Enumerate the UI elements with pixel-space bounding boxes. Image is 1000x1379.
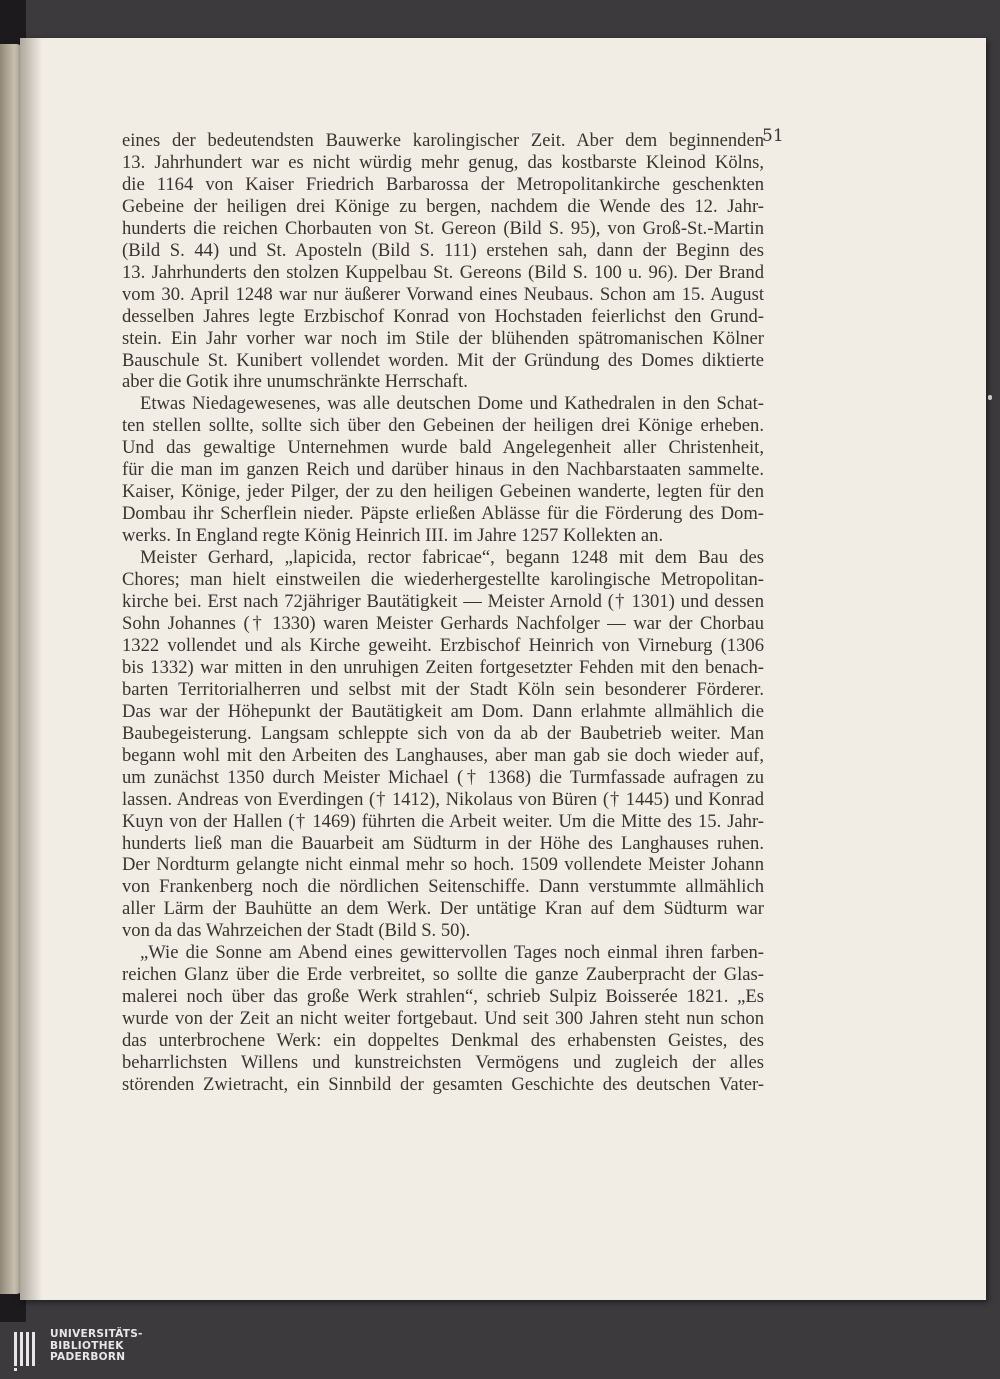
text-line: wurde von der Zeit an nicht weiter fortgebaut. Und seit 300 Jahren steht nun schon — [122, 1008, 764, 1030]
text-line: aber die Gotik ihre unumschränkte Herrschaft. — [122, 371, 468, 393]
text-line: desselben Jahres legte Erzbischof Konrad von Hochstaden feierlichst den Grund- — [122, 305, 764, 327]
text-line: Das war der Höhepunkt der Bautätigkeit am Dom. Dann erlahmte allmählich die — [122, 700, 764, 722]
text-line: 13. Jahrhundert war es nicht würdig mehr genug, das kostbarste Kleinod Kölns, — [122, 151, 764, 173]
text-line: Etwas Niedagewesenes, was alle deutschen Dome und Kathedralen in den Schat- — [140, 393, 764, 415]
text-line: bis 1332) war mitten in den unruhigen Zeiten fortgesetzter Fehden mit den benach- — [122, 656, 764, 678]
text-line: Kuyn von der Hallen († 1469) führten die Arbeit weiter. Um die Mitte des 15. Jahr- — [122, 810, 764, 832]
text-line: beharrlichsten Willens und kunstreichsten Vermögens und zugleich der alles — [122, 1052, 764, 1074]
text-line: ten stellen sollte, sollte sich über den Gebeinen der heiligen drei Könige erheben. — [122, 415, 764, 437]
logo-line: PADERBORN — [50, 1351, 126, 1363]
text-line: begann wohl mit den Arbeiten des Langhauses, aber man gab sie doch wieder auf, — [122, 744, 764, 766]
text-line: Bauschule St. Kunibert vollendet worden. Mit der Gründung des Domes diktierte — [122, 349, 764, 371]
text-line: das unterbrochene Werk: ein doppeltes Denkmal des erhabensten Geistes, des — [122, 1030, 764, 1052]
library-logo-text — [50, 1329, 143, 1364]
logo-line: BIBLIOTHEK — [50, 1339, 124, 1352]
text-line: um zunächst 1350 durch Meister Michael († 1368) die Turmfassade aufragen zu — [122, 766, 764, 788]
text-line: Kaiser, Könige, jeder Pilger, der zu den heiligen Gebeinen wanderte, legten für den — [122, 481, 764, 503]
text-line: für die man im ganzen Reich und darüber hinaus in den Nachbarstaaten sammelte. — [122, 459, 764, 481]
text-line: Sohn Johannes († 1330) waren Meister Gerhards Nachfolger — war der Chorbau — [122, 612, 764, 634]
text-line: von da das Wahrzeichen der Stadt (Bild S. 50). — [122, 920, 471, 942]
text-line: von Frankenberg noch die nördlichen Seitenschiffe. Dann verstummte allmählich — [122, 876, 764, 898]
text-line: kirche bei. Erst nach 72jähriger Bautätigkeit — Meister Arnold († 1301) und dessen — [122, 591, 764, 613]
text-line: malerei noch über das große Werk strahlen“, schrieb Sulpiz Boisserée 1821. „Es — [122, 986, 764, 1008]
text-line: Gebeine der heiligen drei Könige zu bergen, nachdem die Wende des 12. Jahr- — [122, 195, 764, 217]
text-line: barten Territorialherren und selbst mit der Stadt Köln sein besonderer Förderer. — [122, 678, 764, 700]
text-line: aller Lärm der Bauhütte an dem Werk. Der untätige Kran auf dem Südturm war — [122, 898, 764, 920]
text-line: Und das gewaltige Unternehmen wurde bald Angelegenheit aller Christenheit, — [122, 437, 764, 459]
text-line: eines der bedeutendsten Bauwerke karolingischer Zeit. Aber dem beginnenden — [122, 130, 764, 151]
text-line: hunderts die reichen Chorbauten von St. Gereon (Bild S. 95), von Groß-St.-Martin — [122, 217, 764, 239]
text-line: hunderts ließ man die Bauarbeit am Südturm in der Höhe des Langhauses ruhen. — [122, 832, 764, 854]
body-text — [122, 130, 764, 1096]
text-line: Chores; man hielt einstweilen die wiederhergestellte karolingische Metropolitan- — [122, 569, 764, 591]
library-logo-icon — [12, 1328, 42, 1372]
text-line: Baubegeisterung. Langsam schleppte sich von da ab der Baubetrieb weiter. Man — [122, 722, 764, 744]
text-line: reichen Glanz über die Erde verbreitet, so sollte die ganze Zauberpracht der Glas- — [122, 964, 764, 986]
text-line: die 1164 von Kaiser Friedrich Barbarossa der Metropolitankirche geschenkten — [122, 173, 764, 195]
logo-line: UNIVERSITÄTS- — [50, 1328, 143, 1340]
text-line: störenden Zwietracht, ein Sinnbild der gesamten Geschichte des deutschen Vater- — [122, 1073, 764, 1095]
text-line: Dombau ihr Scherflein nieder. Päpste erließen Ablässe für die Förderung des Dom- — [122, 503, 764, 525]
text-line: „Wie die Sonne am Abend eines gewittervollen Tages noch einmal ihren farben- — [140, 942, 764, 964]
text-line: Der Nordturm gelangte nicht einmal mehr so hoch. 1509 vollendete Meister Johann — [122, 854, 764, 876]
page-number: 51 — [762, 126, 784, 146]
text-line: stein. Ein Jahr vorher war noch im Stile der blühenden spätromanischen Kölner — [122, 327, 764, 349]
text-line: lassen. Andreas von Everdingen († 1412), Nikolaus von Büren († 1445) und Konrad — [122, 788, 764, 810]
text-line: Meister Gerhard, „lapicida, rector fabricae“, begann 1248 mit dem Bau des — [140, 547, 764, 569]
footer-bar — [0, 1322, 1000, 1379]
text-line: werks. In England regte König Heinrich III. im Jahre 1257 Kollekten an. — [122, 525, 664, 547]
dust-speck — [988, 395, 992, 400]
text-line: (Bild S. 44) und St. Aposteln (Bild S. 111) erstehen sah, dann der Beginn des — [122, 239, 764, 261]
text-line: vom 30. April 1248 war nur äußerer Vorwand eines Neubaus. Schon am 15. August — [122, 283, 764, 305]
text-line: 13. Jahrhunderts den stolzen Kuppelbau St. Gereons (Bild S. 100 u. 96). Der Brand — [122, 261, 764, 283]
text-line: 1322 vollendet und als Kirche geweiht. Erzbischof Heinrich von Virneburg (1306 — [122, 634, 764, 656]
